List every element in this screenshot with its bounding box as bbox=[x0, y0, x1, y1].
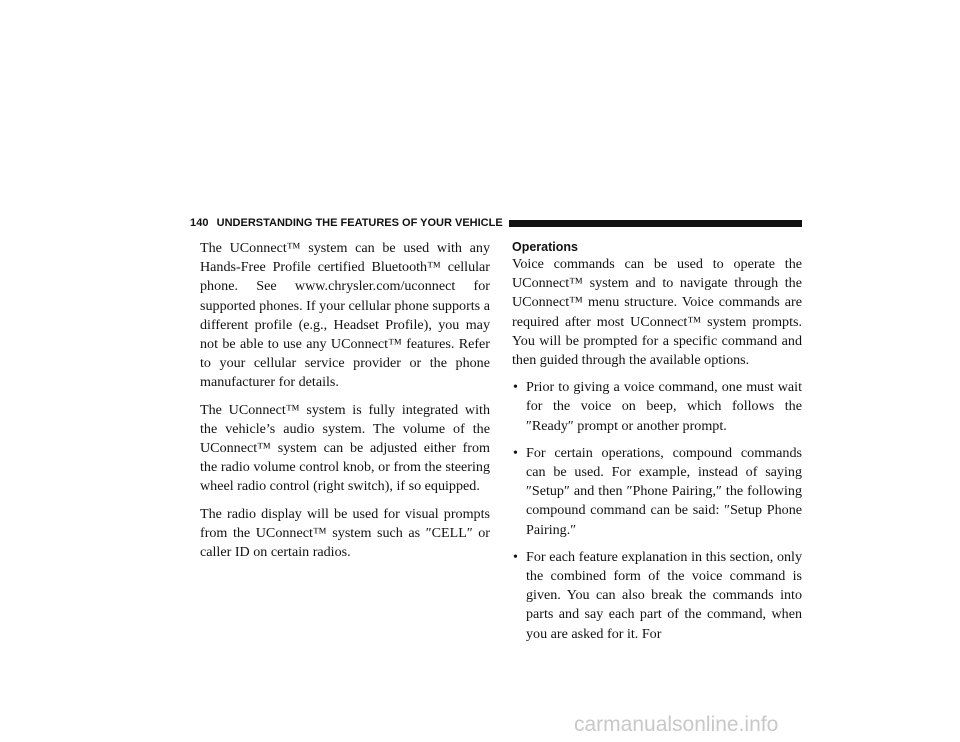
bullet-icon: • bbox=[513, 548, 518, 565]
page-header bbox=[190, 216, 802, 230]
paragraph-compatibility: The UConnect™ system can be used with any Hands-Free Profile certified Bluetooth™ cellular phone. See www.chrysler.com/uconnect for supported phones. If your cellular phone supports a different profile (e.g., Headset Profile), you may not be able to use any UConnect™ features. Refer to your cellular service provider or the phone manufacturer for details. bbox=[200, 240, 490, 391]
paragraph-radio-display: The radio display will be used for visual prompts from the UConnect™ system such as ″CELL″ or caller ID on certain radios. bbox=[200, 505, 490, 561]
list-item bbox=[512, 548, 802, 644]
page-number: 140 bbox=[190, 217, 209, 229]
bullet-text: Prior to giving a voice command, one must wait for the voice on beep, which follows the ″Ready″ prompt or another prompt. bbox=[526, 379, 802, 434]
header-rule bbox=[509, 220, 802, 227]
chapter-title: UNDERSTANDING THE FEATURES OF YOUR VEHICLE bbox=[216, 217, 503, 229]
left-column bbox=[200, 239, 490, 570]
list-item bbox=[512, 378, 802, 436]
paragraph-operations-intro: Voice commands can be used to operate the UConnect™ system and to navigate through the UConnect™ menu structure. Voice commands are required after most UConnect™ system prompts. You will be prompted for a specific command and then guided through the available options. bbox=[512, 256, 802, 369]
bullet-icon: • bbox=[513, 444, 518, 461]
bullet-icon: • bbox=[513, 379, 518, 396]
bullet-text: For each feature explanation in this section, only the combined form of the voice command is given. You can also break the commands into parts and say each part of the command, when you are asked for it. For bbox=[526, 548, 802, 642]
bullet-text: For certain operations, compound commands can be used. For example, instead of saying ″Setup″ and then ″Phone Pairing,″ the following compound command can be said: ″Setup Phone Pairing.″ bbox=[526, 444, 802, 538]
list-item bbox=[512, 444, 802, 540]
right-column bbox=[512, 239, 802, 652]
section-heading-operations: Operations bbox=[512, 240, 578, 254]
paragraph-audio-integration: The UConnect™ system is fully integrated with the vehicle’s audio system. The volume of the UConnect™ system can be adjusted either from the radio volume control knob, or from the steering wheel radio control (right switch), if so equipped. bbox=[200, 401, 490, 495]
watermark: carmanualsonline.info bbox=[574, 713, 779, 736]
bullet-list bbox=[512, 378, 802, 644]
